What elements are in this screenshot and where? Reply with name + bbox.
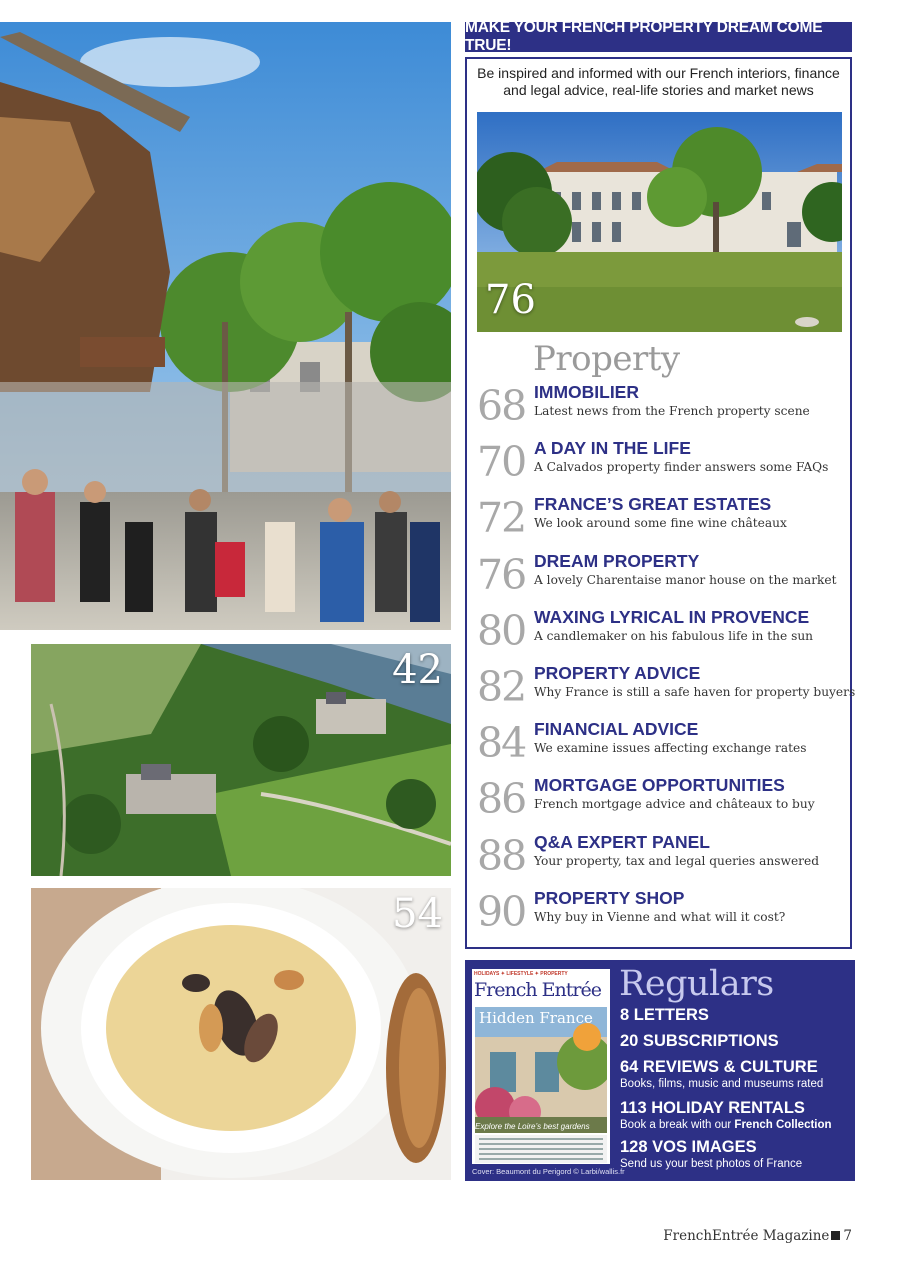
- contents-item-title: Q&A EXPERT PANEL: [534, 831, 710, 852]
- footer-page-number: 7: [843, 1228, 852, 1244]
- contents-item[interactable]: [477, 382, 847, 438]
- contents-item-description: Latest news from the French property scene: [534, 404, 810, 418]
- property-heading: Property: [533, 339, 680, 379]
- regulars-item-title: 8 LETTERS: [620, 1006, 709, 1024]
- regulars-item-subscriptions[interactable]: [620, 1032, 852, 1051]
- regulars-item-vos-images[interactable]: [620, 1138, 852, 1171]
- page-footer: [663, 1228, 852, 1244]
- regulars-section: [465, 960, 855, 1181]
- cover-title: French Entrée: [474, 979, 601, 1001]
- contents-item-page-number: 80: [477, 606, 526, 655]
- headline-banner: MAKE YOUR FRENCH PROPERTY DREAM COME TRUE!: [465, 22, 852, 52]
- contents-item-title: FINANCIAL ADVICE: [534, 719, 699, 740]
- contents-item-description: A lovely Charentaise manor house on the market: [534, 572, 837, 587]
- regulars-heading: Regulars: [619, 964, 774, 1004]
- regulars-item-letters[interactable]: [620, 1006, 852, 1025]
- contents-item-page-number: 82: [477, 663, 526, 711]
- contents-item-page-number: 86: [477, 775, 526, 824]
- festival-photo: [0, 22, 451, 630]
- aerial-chateau-photo: [31, 644, 451, 876]
- regulars-item-holiday-rentals[interactable]: [620, 1099, 852, 1132]
- regulars-item-desc: Books, films, music and museums rated: [620, 1078, 824, 1090]
- contents-item-description: A Calvados property finder answers some FAQs: [534, 460, 829, 475]
- contents-item-page-number: 68: [477, 382, 526, 430]
- contents-item[interactable]: [477, 719, 847, 775]
- contents-item-title: PROPERTY ADVICE: [534, 663, 701, 683]
- cover-cover-lines: [475, 1135, 607, 1163]
- contents-item-title: IMMOBILIER: [534, 382, 639, 402]
- contents-item-description: French mortgage advice and châteaux to buy: [534, 797, 815, 812]
- contents-item[interactable]: [477, 832, 847, 888]
- contents-item[interactable]: [477, 607, 847, 663]
- contents-item-description: We look around some fine wine châteaux: [534, 516, 787, 531]
- contents-item-title: FRANCE’S GREAT ESTATES: [534, 494, 772, 515]
- contents-item-title: A DAY IN THE LIFE: [534, 438, 691, 459]
- cover-image-title: Hidden France: [479, 1009, 593, 1027]
- contents-item-title: WAXING LYRICAL IN PROVENCE: [534, 606, 810, 627]
- aerial-page-number: 42: [392, 647, 443, 693]
- contents-item[interactable]: [477, 775, 847, 831]
- regulars-item-desc: Send us your best photos of France: [620, 1158, 803, 1170]
- contents-item-title: DREAM PROPERTY: [534, 550, 700, 571]
- contents-item-page-number: 76: [477, 550, 526, 599]
- contents-item[interactable]: [477, 438, 847, 494]
- magazine-cover[interactable]: [472, 969, 610, 1164]
- contents-item-page-number: 84: [477, 719, 526, 768]
- square-icon: [831, 1231, 840, 1240]
- cover-image: [475, 1007, 607, 1133]
- regulars-item-reviews[interactable]: [620, 1058, 852, 1091]
- regulars-item-title: 128 VOS IMAGES: [620, 1138, 757, 1156]
- contents-item-page-number: 88: [477, 831, 526, 880]
- regulars-item-title: 113 HOLIDAY RENTALS: [620, 1099, 805, 1117]
- intro-line-2: and legal advice, real-life stories and market news: [503, 82, 814, 98]
- mussel-soup-photo: [31, 888, 451, 1180]
- contents-item[interactable]: [477, 663, 856, 719]
- contents-item-description: Your property, tax and legal queries answered: [534, 853, 820, 868]
- manor-house-photo: [477, 112, 842, 332]
- footer-magazine-name: FrenchEntrée Magazine: [663, 1228, 830, 1244]
- contents-item-title: PROPERTY SHOP: [534, 887, 685, 908]
- regulars-item-title: 20 SUBSCRIPTIONS: [620, 1032, 779, 1050]
- contents-item-description: Why buy in Vienne and what will it cost?: [534, 909, 786, 924]
- manor-page-number: 76: [485, 277, 536, 323]
- contents-item-description: We examine issues affecting exchange rates: [534, 741, 807, 756]
- regulars-item-title: 64 REVIEWS & CULTURE: [620, 1058, 818, 1076]
- contents-item-page-number: 72: [477, 494, 526, 543]
- contents-item-description: A candlemaker on his fabulous life in the sun: [534, 628, 814, 643]
- contents-item-title: MORTGAGE OPPORTUNITIES: [534, 775, 785, 796]
- cover-topline: HOLIDAYS ✦ LIFESTYLE ✦ PROPERTY: [474, 971, 568, 977]
- regulars-item-desc: Book a break with our French Collection: [620, 1119, 832, 1131]
- cover-credit: Cover: Beaumont du Perigord © Larbi/wallis.fr: [472, 1167, 625, 1176]
- contents-item[interactable]: [477, 888, 847, 944]
- soup-page-number: 54: [392, 891, 443, 937]
- property-section: [465, 57, 856, 949]
- contents-item-description: Why France is still a safe haven for property buyers: [534, 685, 856, 699]
- intro-text: [467, 65, 850, 99]
- cover-strapline: Explore the Loire’s best gardens: [475, 1122, 590, 1131]
- contents-item[interactable]: [477, 494, 847, 550]
- intro-line-1: Be inspired and informed with our French interiors, finance: [477, 65, 840, 81]
- contents-item-page-number: 70: [477, 438, 526, 487]
- contents-item[interactable]: [477, 551, 847, 607]
- contents-item-page-number: 90: [477, 887, 526, 936]
